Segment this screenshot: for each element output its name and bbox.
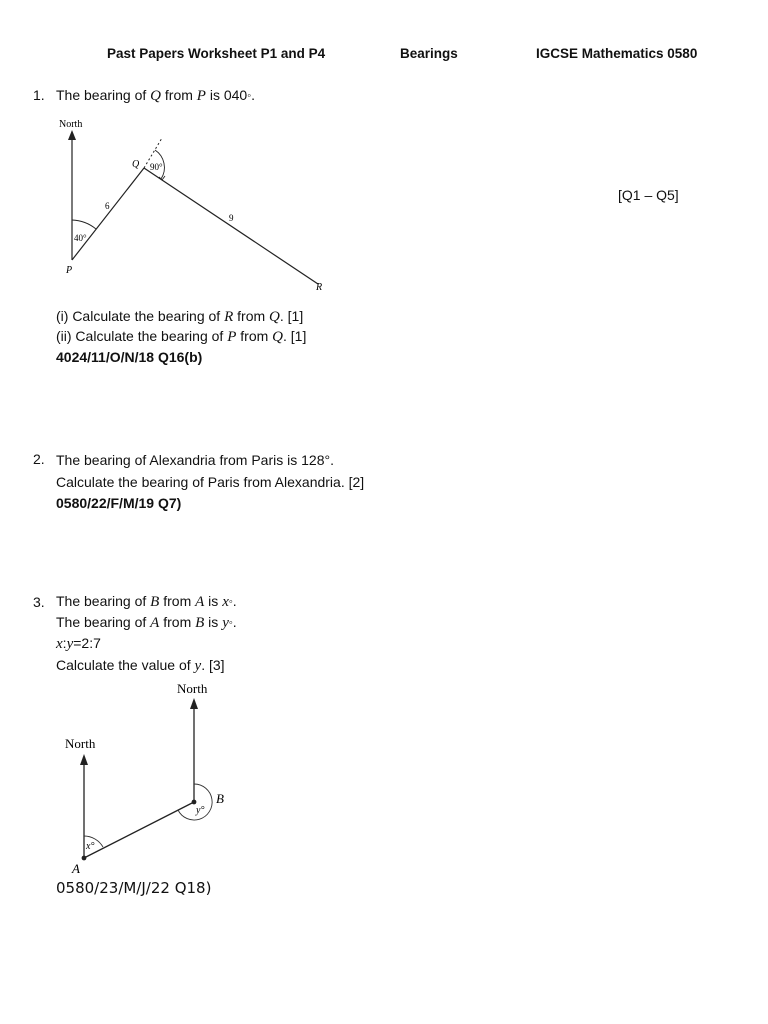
header-topic: Bearings <box>400 46 458 61</box>
segment-pq <box>72 168 144 260</box>
question-1-stem: The bearing of Q from P is 040◦. <box>56 87 256 104</box>
length-qr-label: 9 <box>229 213 234 223</box>
point-p-label: P <box>66 265 73 276</box>
question-1-part-ii: (ii) Calculate the bearing of P from Q. [1] <box>56 328 307 345</box>
question-range-note: [Q1 – Q5] <box>618 187 679 203</box>
north-arrow-icon <box>190 698 198 709</box>
question-3-line-1: The bearing of B from A is x◦. <box>56 593 237 610</box>
question-1-diagram <box>56 114 336 296</box>
angle-p-label: 40° <box>74 233 87 243</box>
angle-q-label: 90° <box>150 162 163 172</box>
question-2-line-1: The bearing of Alexandria from Paris is 128°. <box>56 452 334 468</box>
segment-ab <box>84 802 194 858</box>
question-2-reference: 0580/22/F/M/19 Q7) <box>56 495 182 511</box>
point-r-label: R <box>316 282 323 293</box>
point-a-label: A <box>72 861 80 876</box>
question-1-part-i: (i) Calculate the bearing of R from Q. [1] <box>56 308 304 325</box>
question-3-diagram <box>56 676 246 878</box>
north-label-a: North <box>65 736 96 751</box>
point-b <box>192 800 197 805</box>
question-3-reference: 0580/23/M/J/22 Q18) <box>56 879 212 897</box>
question-1-number: 1. <box>33 87 45 103</box>
length-pq-label: 6 <box>105 201 110 211</box>
header-title: Past Papers Worksheet P1 and P4 <box>107 46 326 61</box>
question-1-reference: 4024/11/O/N/18 Q16(b) <box>56 349 203 365</box>
question-3-ratio: x:y=2:7 <box>56 635 101 652</box>
point-q-label: Q <box>132 159 140 170</box>
question-3-number: 3. <box>33 594 45 610</box>
north-arrow-icon <box>80 754 88 765</box>
question-2-line-2: Calculate the bearing of Paris from Alexandria. [2] <box>56 474 365 490</box>
angle-y-label: y° <box>196 805 205 816</box>
angle-arc-p <box>72 220 96 229</box>
question-3-line-2: The bearing of A from B is y◦. <box>56 614 237 631</box>
header-subject: IGCSE Mathematics 0580 <box>536 46 698 61</box>
point-a <box>82 856 87 861</box>
north-label: North <box>59 119 83 130</box>
question-2-number: 2. <box>33 451 45 467</box>
north-label-b: North <box>177 681 208 696</box>
angle-x-label: x° <box>86 841 95 852</box>
north-arrow-icon <box>68 130 76 140</box>
point-b-label: B <box>216 791 224 806</box>
segment-qr <box>144 168 318 284</box>
question-3-line-4: Calculate the value of y. [3] <box>56 657 225 674</box>
